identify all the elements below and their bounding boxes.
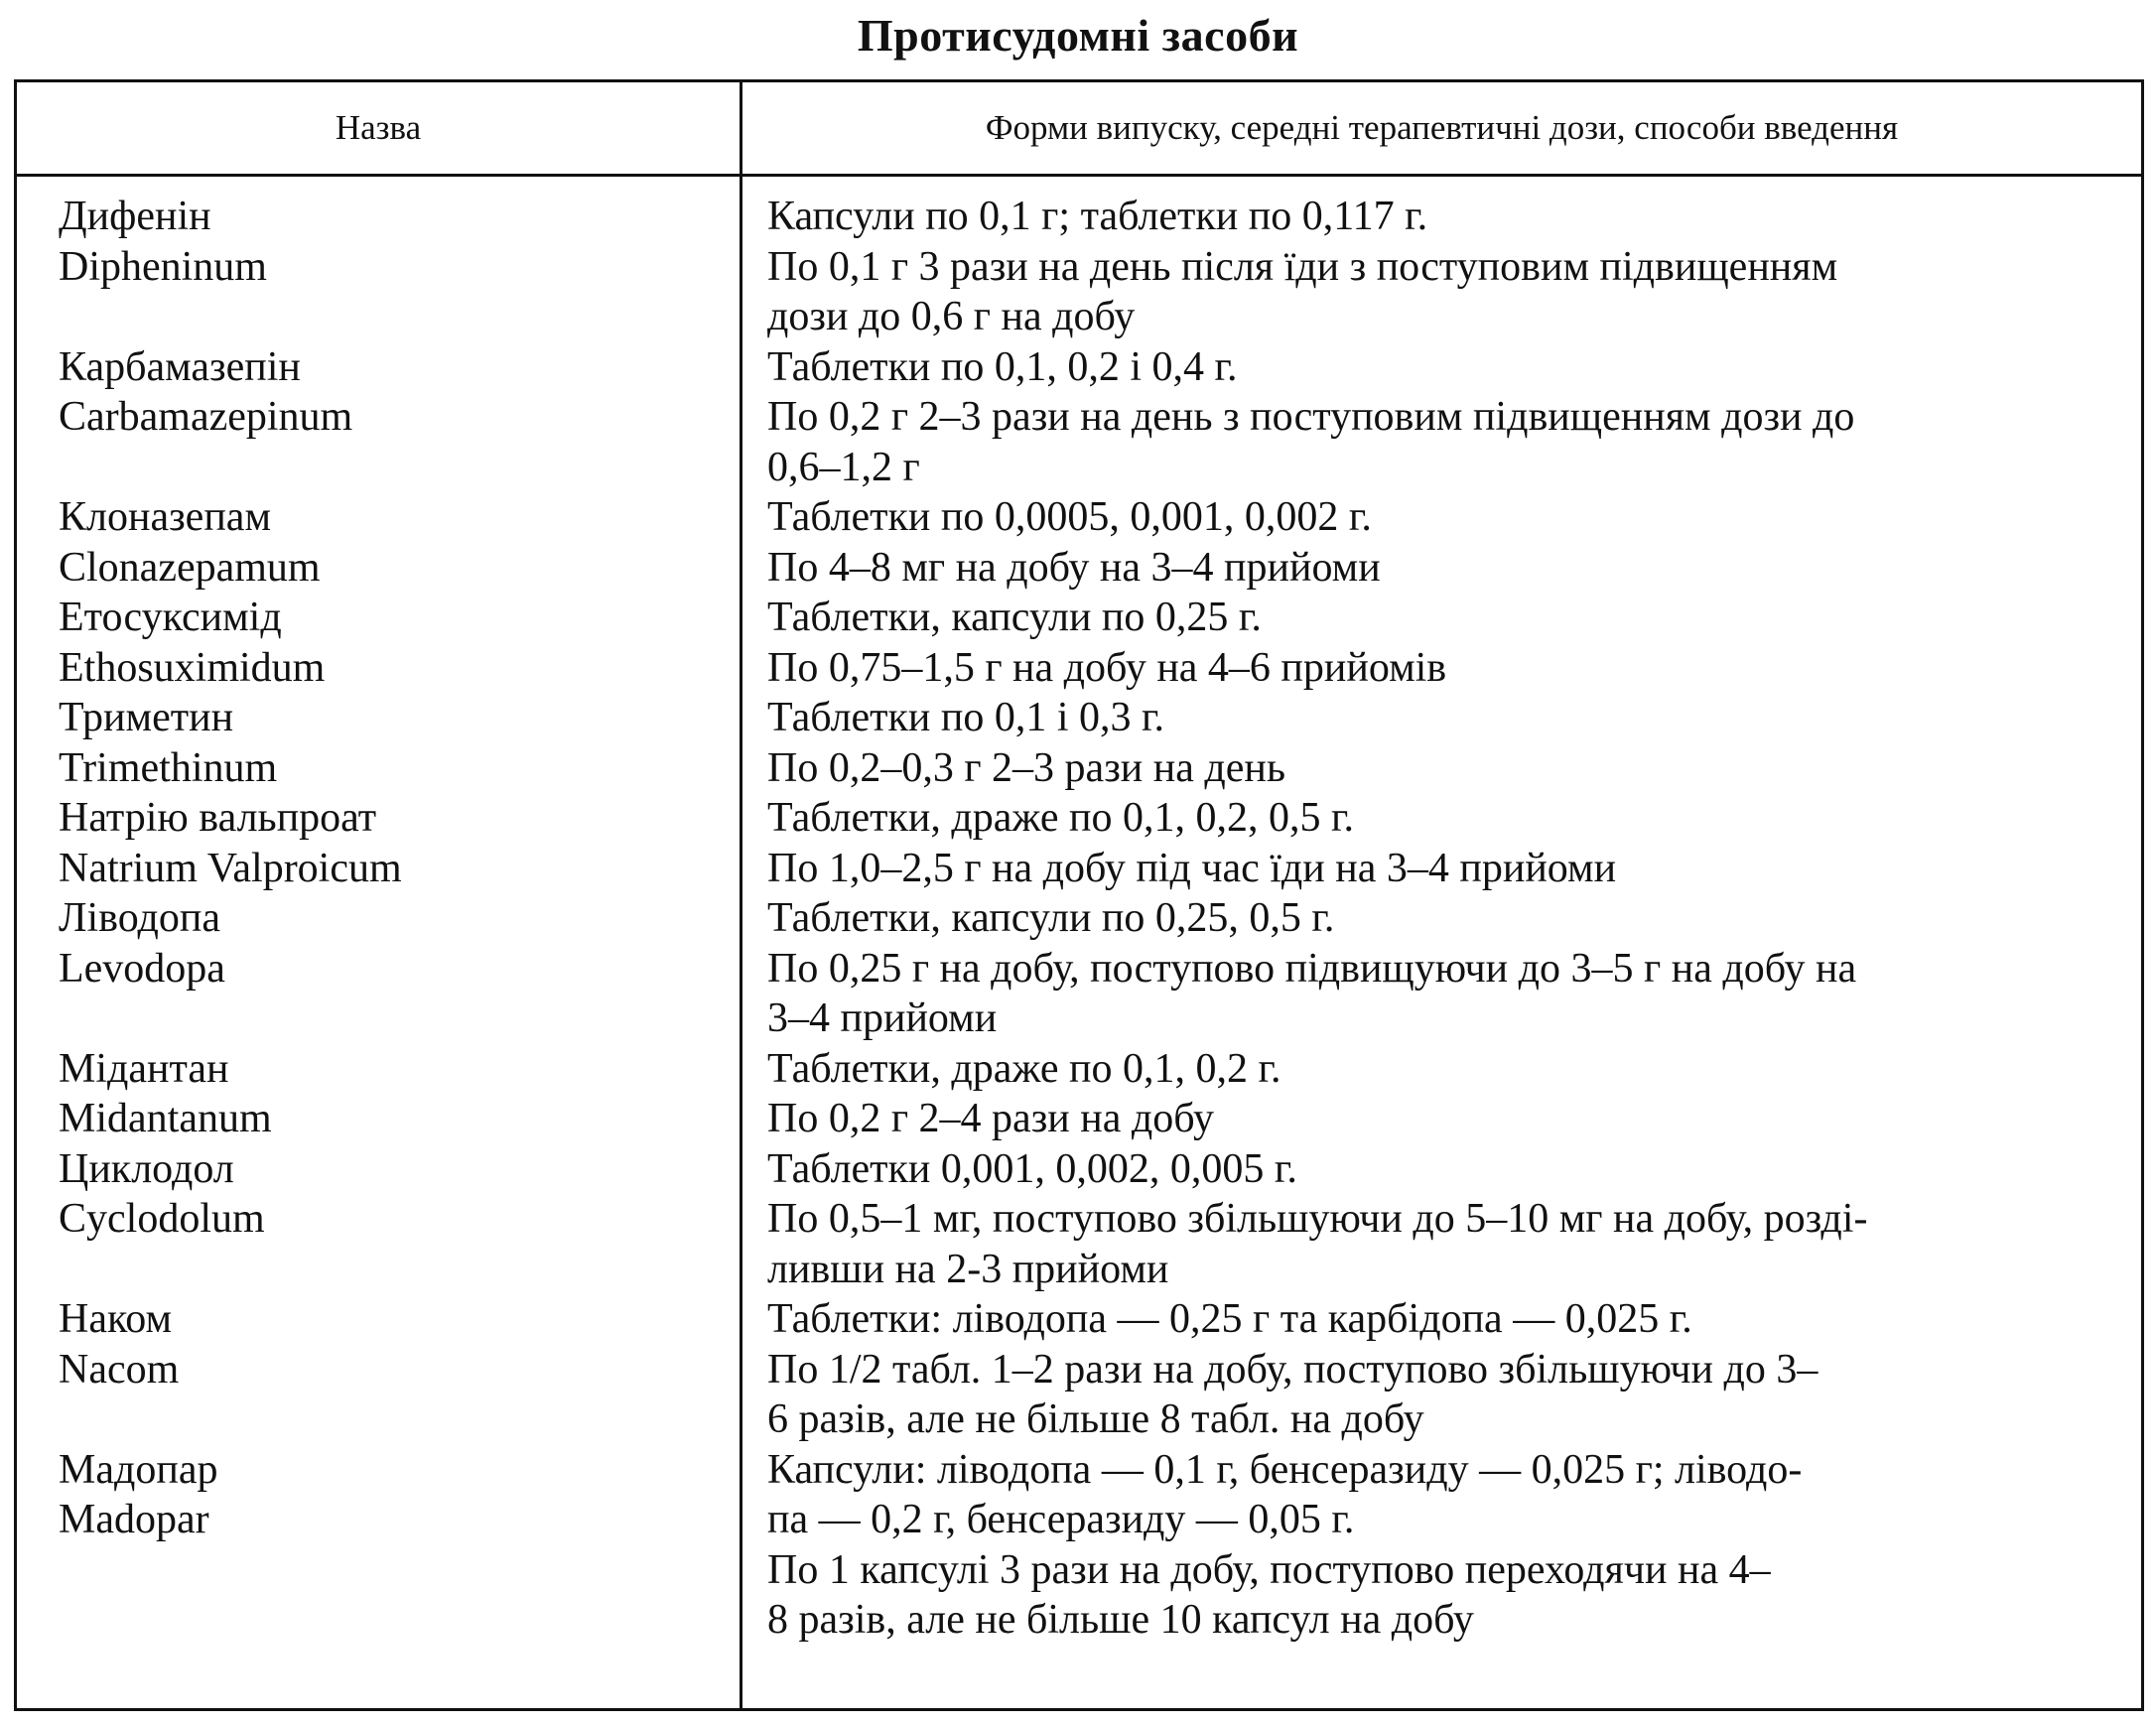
drug-info-line: дози до 0,6 г на добу [767,294,1136,339]
drug-name-cell [17,492,740,593]
drug-info-line: Капсули: ліводопа — 0,1 г, бенсеразиду — 0,025 г; ліводо- [767,1446,1803,1493]
drug-name: Натрію вальпроат [59,795,377,841]
drug-info-line: Таблетки, драже по 0,1, 0,2, 0,5 г. [767,795,1354,841]
drug-latin-name: Cyclodolum [59,1196,265,1242]
drug-info-line: По 0,75–1,5 г на добу на 4–6 прийомів [767,644,1447,691]
drug-latin-name: Nacom [59,1346,180,1393]
drug-name: Триметин [59,695,234,740]
page-title: Протисудомні засоби [857,10,1299,61]
drug-info-line: По 0,25 г на добу, поступово підвищуючи до 3–5 г на добу на [767,945,1857,992]
header-name: Назва [335,108,422,147]
drug-info-line: Таблетки 0,001, 0,002, 0,005 г. [767,1145,1297,1192]
table-body [17,192,2141,1646]
drug-info-line: Таблетки: ліводопа — 0,25 г та карбідопа — 0,025 г. [767,1296,1692,1342]
drug-name: Карбамазепін [59,343,301,390]
table-row [17,793,2141,893]
table-row [17,693,2141,793]
drug-name-cell [17,192,740,342]
drug-latin-name: Midantanum [59,1096,272,1141]
drug-info-cell [740,793,2138,893]
drug-info-line: По 0,1 г 3 рази на день після їди з поступовим підвищенням [767,243,1838,290]
table-header [17,82,2141,177]
drug-info-cell [740,342,2138,493]
drug-info-cell [740,893,2138,1044]
drug-info-line: Капсули по 0,1 г; таблетки по 0,117 г. [767,194,1428,239]
drug-info-line: Таблетки по 0,1 і 0,3 г. [767,695,1165,740]
drug-latin-name: Ethosuximidum [59,644,326,691]
drug-name-cell [17,1044,740,1144]
drug-name: Дифенін [59,194,211,239]
drug-info-line: По 4–8 мг на добу на 3–4 прийоми [767,544,1381,591]
drug-info-line: По 0,2 г 2–3 рази на день з поступовим підвищенням дози до [767,394,1855,440]
table-row [17,492,2141,593]
drug-info-line: По 1,0–2,5 г на добу під час їди на 3–4 прийоми [767,845,1617,891]
drug-latin-name: Trimethinum [59,744,278,791]
drug-name-cell [17,893,740,1044]
drug-info-line: 0,6–1,2 г [767,444,920,490]
drug-info-cell [740,1445,2138,1646]
header-forms: Форми випуску, середні терапевтичні дози, способи введення [985,108,1899,147]
table-row [17,1044,2141,1144]
drug-name: Ліводопа [59,895,220,941]
drug-name-cell [17,1445,740,1646]
table-row [17,1294,2141,1445]
drug-info-line: Таблетки, капсули по 0,25 г. [767,595,1262,640]
drug-name-cell [17,593,740,693]
drug-info-line: По 0,2–0,3 г 2–3 рази на день [767,744,1286,791]
drug-info-line: 8 разів, але не більше 10 капсул на добу [767,1597,1474,1643]
drug-name-cell [17,793,740,893]
drug-name-cell [17,1144,740,1295]
drug-info-line: Таблетки по 0,0005, 0,001, 0,002 г. [767,494,1372,540]
drug-name-cell [17,342,740,493]
drug-name: Етосуксимід [59,595,282,640]
drug-info-cell [740,492,2138,593]
drug-info-cell [740,192,2138,342]
table-row [17,192,2141,342]
table-row [17,1445,2141,1646]
table-row [17,893,2141,1044]
drug-latin-name: Carbamazepinum [59,394,353,440]
drug-info-line: Таблетки по 0,1, 0,2 і 0,4 г. [767,343,1238,390]
drug-latin-name: Madopar [59,1497,209,1542]
drug-info-line: 3–4 прийоми [767,995,998,1041]
drug-latin-name: Dipheninum [59,243,267,290]
drug-latin-name: Levodopa [59,945,225,992]
table-row [17,342,2141,493]
drug-info-cell [740,1144,2138,1295]
drug-info-line: 6 разів, але не більше 8 табл. на добу [767,1396,1424,1442]
drug-latin-name: Natrium Valproicum [59,845,402,891]
drug-info-line: Таблетки, драже по 0,1, 0,2 г. [767,1045,1281,1092]
drug-info-cell [740,1294,2138,1445]
drug-info-line: Таблетки, капсули по 0,25, 0,5 г. [767,895,1335,941]
table-row [17,593,2141,693]
drug-info-line: па — 0,2 г, бенсеразиду — 0,05 г. [767,1497,1355,1542]
drug-info-line: По 0,2 г 2–4 рази на добу [767,1096,1215,1141]
drug-name: Наком [59,1296,173,1342]
drug-info-cell [740,593,2138,693]
drug-name: Мідантан [59,1045,229,1092]
drug-name: Клоназепам [59,494,272,540]
drug-name-cell [17,693,740,793]
drug-info-line: По 1 капсулі 3 рази на добу, поступово переходячи на 4– [767,1546,1771,1593]
drug-info-cell [740,1044,2138,1144]
drug-table [14,79,2144,1711]
drug-name: Мадопар [59,1446,218,1493]
drug-info-cell [740,693,2138,793]
drug-latin-name: Clonazepamum [59,544,321,591]
drug-name: Циклодол [59,1145,234,1192]
drug-info-line: ливши на 2-3 прийоми [767,1246,1169,1292]
drug-info-line: По 0,5–1 мг, поступово збільшуючи до 5–10 мг на добу, розді- [767,1196,1868,1242]
table-row [17,1144,2141,1295]
drug-info-line: По 1/2 табл. 1–2 рази на добу, поступово збільшуючи до 3– [767,1346,1819,1393]
drug-name-cell [17,1294,740,1445]
